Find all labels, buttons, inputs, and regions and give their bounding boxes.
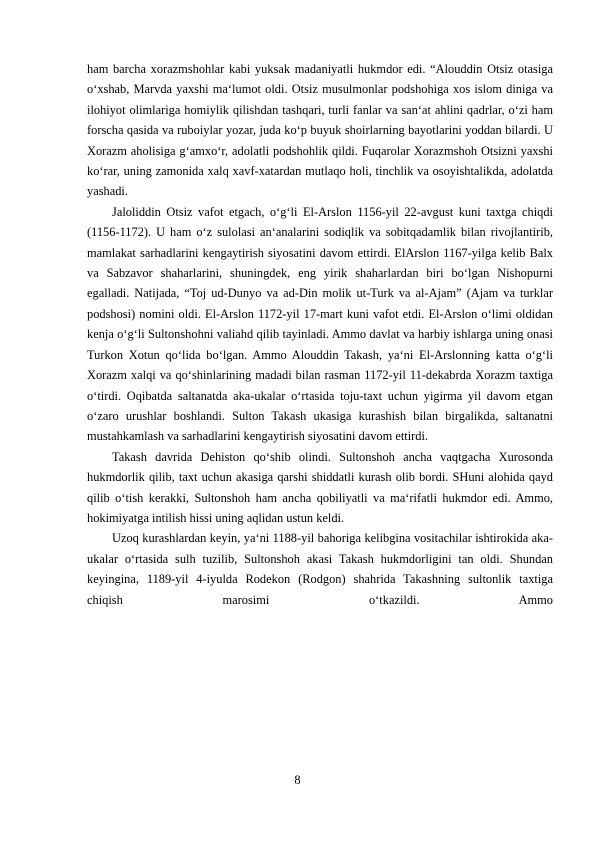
paragraph-3: Takash davrida Dehiston qo‘shib olindi. Sultonshoh ancha vaqtgacha Xurosonda hukmdorlik qilib, taxt uchun akasiga qarshi shiddatli kurash olib bordi. SHuni alohida qayd qilib o‘tish kerakki, Sultonshoh ham ancha qobiliyatli va ma‘rifatli hukmdor edi. Ammo, hokimiyatga intilish hissi uning aqlidan ustun keldi. (87, 449, 553, 525)
paragraph-1: ham barcha xorazmshohlar kabi yuksak madaniyatli hukmdor edi. “Alouddin Otsiz otasiga o‘xshab, Marvda yaxshi ma‘lumot oldi. Otsiz musulmonlar podshohiga xos islom diniga va ilohiyot olimlariga homiylik qilishdan tashqari, turli fanlar va san‘at ahlini qadrlar, o‘zi ham forscha qasida va ruboiylar yozar, juda ko‘p buyuk shoirlarning bayotlarini yoddan bilardi. U Xorazm aholisiga g‘amxo‘r, adolatli podshohlik qildi. Fuqarolar Xorazmshoh Otsizni yaxshi ko‘rar, uning zamonida xalq xavf-xatardan mutlaqo holi, tinchlik va osoyishtalikda, adolatda yashadi. (87, 62, 553, 199)
page-body (87, 59, 553, 610)
paragraph-4: Uzoq kurashlardan keyin, ya‘ni 1188-yil bahoriga kelibgina vositachilar ishtirokida aka-ukalar o‘rtasida sulh tuzilib, Sultonshoh akasi Takash hukmdorligini tan oldi. Shundan keyingina, 1189-yil 4-iyulda Rodekon (Rodgon) shahrida Takashning sultonlik taxtiga chiqish marosimi o‘tkazildi. Ammo (87, 531, 553, 607)
paragraph-2: Jaloliddin Otsiz vafot etgach, o‘g‘li El-Arslon 1156-yil 22-avgust kuni taxtga chiqdi (1156-1172). U ham o‘z sulolasi an‘analarini sodiqlik va sobitqadamlik bilan rivojlantirib, mamlakat sarhadlarini kengaytirish siyosatini davom ettirdi. ElArslon 1167-yilga kelib Balx va Sabzavor shaharlarini, shuningdek, eng yirik shaharlardan biri bo‘lgan Nishopurni egalladi. Natijada, “Toj ud-Dunyo va ad-Din molik ut-Turk va al-Ajam” (Ajam va turklar podshosi) nomini oldi. El-Arslon 1172-yil 17-mart kuni vafot etdi. El-Arslon o‘limi oldidan kenja o‘g‘li Sultonshohni valiahd qilib tayinladi. Ammo davlat va harbiy ishlarga uning onasi Turkon Xotun qo‘lida bo‘lgan. Ammo Alouddin Takash, ya‘ni El-Arslonning katta o‘g‘li Xorazm xalqi va qo‘shinlarining madadi bilan rasman 1172-yil 11-dekabrda Xorazm taxtiga o‘tirdi. Oqibatda saltanatda aka-ukalar o‘rtasida toju-taxt uchun yigirma yil davom etgan o‘zaro urushlar boshlandi. Sulton Takash ukasiga kurashish bilan birgalikda, saltanatni mustahkamlash va sarhadlarini kengaytirish siyosatini davom ettirdi. (87, 204, 553, 444)
page-number: 8 (294, 773, 301, 787)
